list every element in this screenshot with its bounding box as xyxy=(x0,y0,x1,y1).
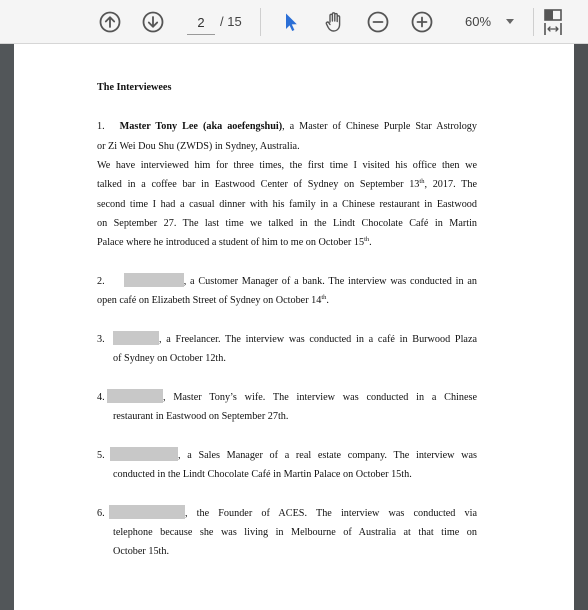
item-number: 6. xyxy=(97,508,105,519)
page-number-input[interactable] xyxy=(187,10,215,35)
arrow-down-circle-icon xyxy=(141,10,165,34)
zoom-level-value: 60% xyxy=(465,14,492,29)
chevron-down-icon xyxy=(506,19,514,24)
next-page-button[interactable] xyxy=(140,9,166,35)
plus-circle-icon xyxy=(410,10,434,34)
interviewee-name: Master Tony Lee (aka aoefengshui) xyxy=(119,121,283,132)
paragraph-line: restaurant in Eastwood on September 27th. xyxy=(113,411,289,422)
list-item: 1. Master Tony Lee (aka aoefengshui), a Master of Chinese Purple Star Astrology xyxy=(97,121,477,132)
paragraph-line: on September 27. The last time we talked in the Lindt Chocolate Café in Martin xyxy=(97,218,477,229)
paragraph-line: conducted in the Lindt Chocolate Café in Martin Palace on October 15th. xyxy=(113,469,412,480)
zoom-in-button[interactable] xyxy=(409,9,435,35)
hand-tool-button[interactable] xyxy=(321,9,347,35)
arrow-up-circle-icon xyxy=(98,10,122,34)
paragraph-line: October 15th. xyxy=(113,546,170,557)
select-tool-button[interactable] xyxy=(277,9,303,35)
fit-page-width-icon xyxy=(540,7,566,37)
paragraph-line: second time I had a casual dinner with his family in a Chinese restaurant in Eastwood xyxy=(97,199,477,210)
paragraph-line: telephone because she was living in Melbourne of Australia at that time on xyxy=(113,527,477,538)
minus-circle-icon xyxy=(366,10,390,34)
previous-page-button[interactable] xyxy=(97,9,123,35)
zoom-level-dropdown[interactable] xyxy=(452,9,522,35)
paragraph-line: Palace where he introduced a student of him to me on October 15th. xyxy=(97,236,372,248)
redacted-name xyxy=(109,505,185,519)
scrollbar-track[interactable] xyxy=(574,44,588,610)
paragraph-line: of Sydney on October 12th. xyxy=(113,353,226,364)
document-viewer[interactable] xyxy=(0,44,588,610)
item-number: 4. xyxy=(97,392,105,403)
list-item: , a Sales Manager of a real estate company. The interview was xyxy=(110,446,477,466)
paragraph-line: talked in a coffee bar in Eastwood Center of Sydney on September 13th, 2017. The xyxy=(97,178,477,190)
paragraph-line: We have interviewed him for three times, the first time I visited his office then we xyxy=(97,160,477,171)
item-number: 1. xyxy=(97,121,105,132)
redacted-name xyxy=(113,331,159,345)
item-number: 5. xyxy=(97,450,105,461)
toolbar-divider xyxy=(533,8,534,36)
list-item: , the Founder of ACES. The interview was conducted via xyxy=(109,504,477,524)
item-number: 3. xyxy=(97,334,105,345)
page-total-label: / 15 xyxy=(220,14,242,29)
list-item: 2. , a Customer Manager of a bank. The interview was conducted in an xyxy=(97,272,477,292)
list-item: , Master Tony’s wife. The interview was conducted in a Chinese xyxy=(107,388,477,408)
zoom-out-button[interactable] xyxy=(365,9,391,35)
pdf-toolbar xyxy=(0,0,588,44)
redacted-name xyxy=(110,447,178,461)
cursor-arrow-icon xyxy=(278,10,302,34)
paragraph-line: or Zi Wei Dou Shu (ZWDS) in Sydney, Australia. xyxy=(97,141,300,152)
fit-width-button[interactable] xyxy=(539,7,567,37)
redacted-name xyxy=(107,389,163,403)
item-number: 2. xyxy=(97,276,105,287)
list-item: , a Freelancer. The interview was conducted in a café in Burwood Plaza xyxy=(113,330,477,350)
redacted-name xyxy=(124,273,184,287)
toolbar-divider xyxy=(260,8,261,36)
document-page xyxy=(14,44,574,610)
hand-icon xyxy=(322,10,346,34)
section-heading: The Interviewees xyxy=(97,82,172,93)
paragraph-line: open café on Elizabeth Street of Sydney on October 14th. xyxy=(97,294,329,306)
